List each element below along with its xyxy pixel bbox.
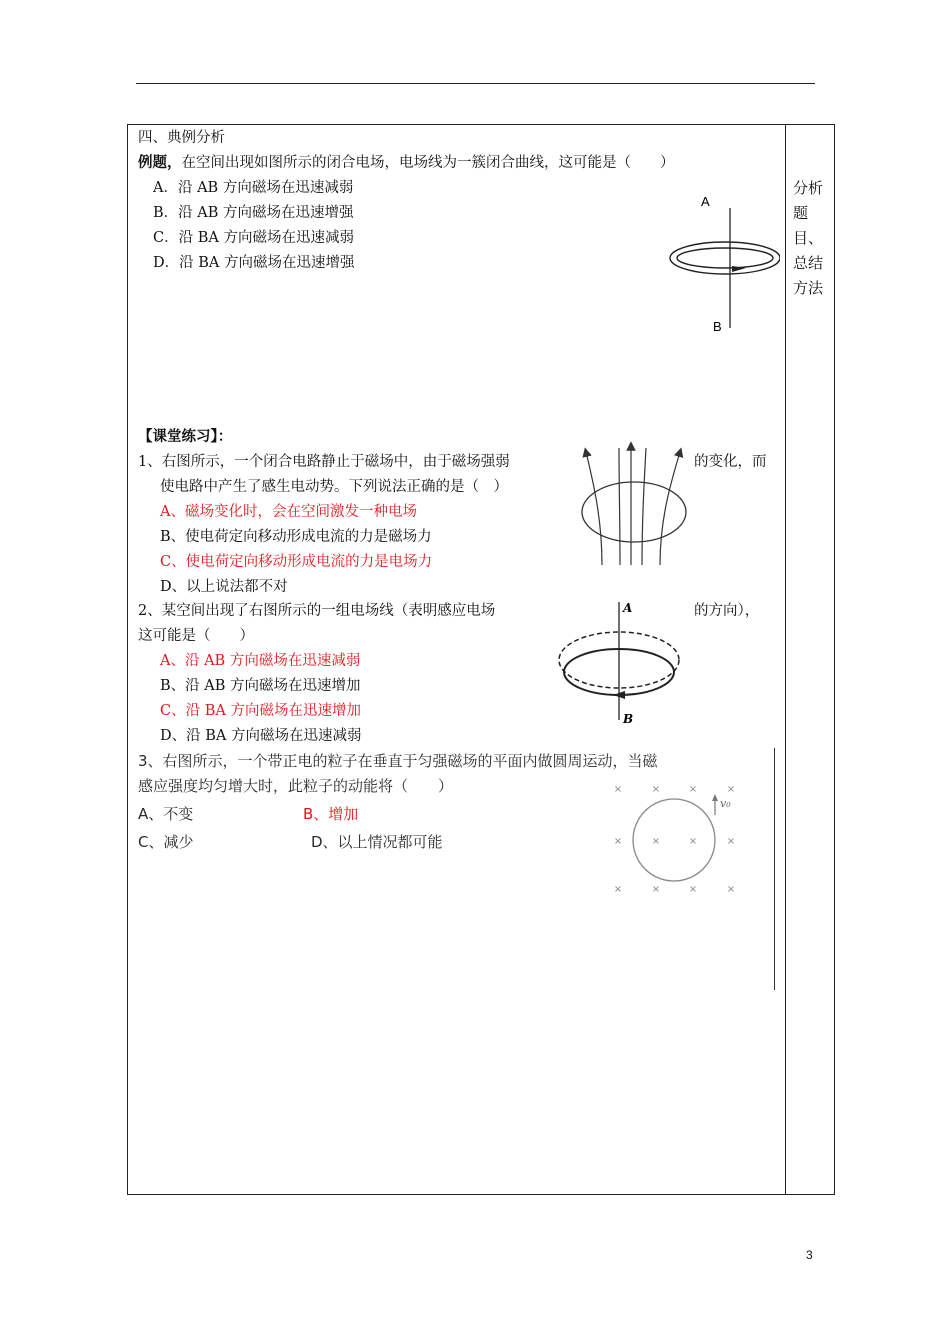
page-number: 3: [806, 1248, 813, 1262]
header-rule: [136, 83, 815, 84]
side-note-line: 总结: [793, 254, 824, 272]
q2-line2: 这可能是（ ）: [138, 628, 254, 644]
q3-line2: 感应强度均匀增大时，此粒子的动能将（ ）: [138, 777, 454, 795]
closed-circuit: [582, 482, 686, 542]
figure-label-a: A: [701, 194, 710, 209]
particle-orbit: [633, 799, 715, 881]
side-note-line: 题: [793, 204, 809, 222]
q3-line1: 3、右图所示，一个带正电的粒子在垂直于匀强磁场的平面内做圆周运动，当磁: [138, 752, 658, 770]
q3-option-b: B、增加: [303, 805, 359, 823]
example-option-c: C．沿 BA 方向磁场在迅速减弱: [153, 230, 354, 246]
svg-text:×: ×: [613, 836, 623, 847]
q2-option-b: B、沿 AB 方向磁场在迅速增加: [160, 678, 361, 694]
q2-figure: [555, 598, 690, 730]
figure-label-a: A: [623, 601, 633, 615]
section-heading: 四、典例分析: [138, 130, 225, 146]
svg-text:×: ×: [726, 784, 736, 795]
example-option-d: D．沿 BA 方向磁场在迅速增强: [153, 255, 355, 271]
q3-figure: [606, 780, 746, 898]
side-note: [793, 176, 831, 301]
side-note-line: 方法: [793, 279, 824, 297]
q2-option-a: A、沿 AB 方向磁场在迅速减弱: [160, 653, 361, 669]
outer-loop: [670, 242, 780, 274]
q1-option-a: A、磁场变化时，会在空间激发一种电场: [160, 504, 417, 520]
example-figure: [660, 188, 780, 338]
velocity-label: v₀: [720, 797, 731, 810]
q2-option-c: C、沿 BA 方向磁场在迅速增加: [160, 703, 361, 719]
field-line: [586, 452, 602, 565]
field-line: [619, 448, 620, 565]
example-label: 例题，: [138, 154, 182, 171]
svg-text:×: ×: [651, 884, 661, 895]
side-note-line: 分析: [793, 179, 824, 197]
q1-line2: 使电路中产生了感生电动势。下列说法正确的是（ ）: [160, 479, 508, 495]
q3-option-a: A、不变: [138, 805, 194, 823]
q1-line1-tail: 的变化，而: [694, 454, 767, 470]
figure-label-b: B: [713, 319, 722, 334]
q1-figure: [574, 440, 694, 570]
example-question: [138, 153, 675, 173]
figure-label-b: B: [623, 712, 634, 726]
q3-option-d: D、以上情况都可能: [311, 833, 443, 851]
q2-line1-tail: 的方向），: [694, 603, 760, 619]
example-option-b: B．沿 AB 方向磁场在迅速增强: [153, 205, 354, 221]
field-line: [642, 448, 646, 565]
velocity-arrowhead: [712, 794, 718, 801]
q1-option-b: B、使电荷定向移动形成电流的力是磁场力: [160, 529, 432, 545]
practice-heading: 【课堂练习】：: [138, 428, 233, 445]
side-note-line: 目、: [793, 229, 824, 247]
svg-text:×: ×: [688, 784, 698, 795]
cropped-border: [774, 748, 775, 990]
q1-option-d: D、以上说法都不对: [160, 579, 288, 595]
example-option-a: A．沿 AB 方向磁场在迅速减弱: [153, 180, 354, 196]
svg-text:×: ×: [613, 884, 623, 895]
svg-text:×: ×: [651, 784, 661, 795]
svg-text:×: ×: [651, 836, 661, 847]
example-text: 在空间出现如图所示的闭合电场，电场线为一簇闭合曲线，这可能是（ ）: [181, 155, 675, 171]
q2-line1: 2、某空间出现了右图所示的一组电场线（表明感应电场: [138, 603, 496, 619]
q3-option-c: C、减少: [138, 833, 194, 851]
svg-text:×: ×: [726, 836, 736, 847]
svg-text:×: ×: [726, 884, 736, 895]
field-line: [660, 452, 680, 565]
svg-text:×: ×: [613, 784, 623, 795]
q1-line1: 1、右图所示，一个闭合电路静止于磁场中，由于磁场强弱: [138, 454, 510, 470]
column-divider: [785, 124, 786, 1195]
svg-text:×: ×: [688, 836, 698, 847]
q2-option-d: D、沿 BA 方向磁场在迅速减弱: [160, 728, 362, 744]
q1-option-c: C、使电荷定向移动形成电流的力是电场力: [160, 554, 433, 570]
inner-loop: [677, 248, 773, 268]
svg-text:×: ×: [688, 884, 698, 895]
